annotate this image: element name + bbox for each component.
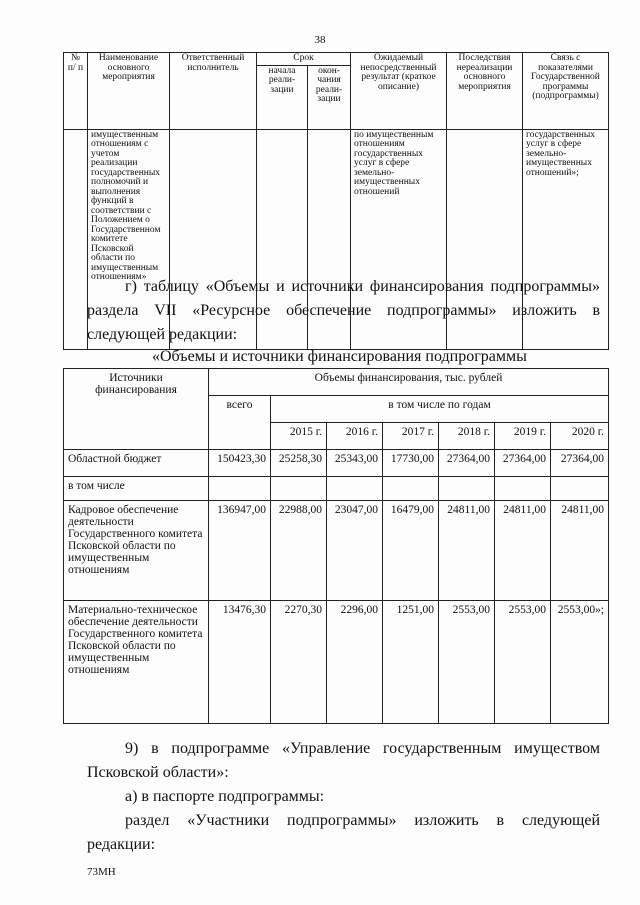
head-sources: Источники финансирования xyxy=(64,369,209,450)
row-2019 xyxy=(495,477,551,501)
paragraph-section-line1: раздел «Участники подпрограммы» изложить в следующей xyxy=(125,812,600,829)
head-by-year: в том числе по годам xyxy=(271,396,609,423)
row-2019: 24811,00 xyxy=(495,501,551,601)
row-label: Кадровое обеспечение деятельности Государственного комитета Псковской области по имущественным отношениям xyxy=(64,501,209,601)
paragraph-g-line3: следующей редакции: xyxy=(87,326,238,343)
paragraph-9-line2: Псковской области»: xyxy=(87,764,229,781)
table-row xyxy=(64,477,609,501)
row-2016: 23047,00 xyxy=(327,501,383,601)
paragraph-a: а) в паспорте подпрограммы: xyxy=(125,788,325,805)
row-2015: 2270,30 xyxy=(271,601,327,724)
row-label: Материально-техническое обеспечение деятельности Государственного комитета Псковской области по имущественным отношениям xyxy=(64,601,209,724)
row-2015 xyxy=(271,477,327,501)
table-title: «Объемы и источники финансирования подпрограммы xyxy=(152,348,527,365)
header-end: окон-чания реали-зации xyxy=(308,65,351,129)
row-2020: 24811,00 xyxy=(551,501,609,601)
header-start: начала реали-зации xyxy=(257,65,308,129)
row-total: 136947,00 xyxy=(209,501,271,601)
paragraph-9-line1: 9) в подпрограмме «Управление государственным имуществом xyxy=(125,740,600,757)
row-2020: 2553,00»; xyxy=(551,601,609,724)
row-label: Областной бюджет xyxy=(64,450,209,477)
head-volumes: Объемы финансирования, тыс. рублей xyxy=(209,369,609,396)
row-2019: 2553,00 xyxy=(495,601,551,724)
row-2020: 27364,00 xyxy=(551,450,609,477)
paragraph-g-line2: раздела VII «Ресурсное обеспечение подпрограммы» изложить в xyxy=(87,302,600,319)
table-row xyxy=(64,601,609,724)
row-2017: 1251,00 xyxy=(383,601,439,724)
financing-table xyxy=(63,368,609,724)
year-2015: 2015 г. xyxy=(271,423,327,450)
row-2018: 27364,00 xyxy=(439,450,495,477)
row-2020 xyxy=(551,477,609,501)
row-2018: 2553,00 xyxy=(439,601,495,724)
year-2016: 2016 г. xyxy=(327,423,383,450)
header-responsible: Ответственный исполнитель xyxy=(170,53,257,130)
row-2018 xyxy=(439,477,495,501)
year-2020: 2020 г. xyxy=(551,423,609,450)
head-total: всего xyxy=(209,396,271,450)
header-consequences: Последствия нереализации основного мероприятия xyxy=(447,53,523,130)
row-total xyxy=(209,477,271,501)
cell-expected: по имущественным отношениям государственных услуг в сфере земельно-имущественных отношений xyxy=(351,129,447,349)
paragraph-section-line2: редакции: xyxy=(87,836,156,853)
row-2017: 17730,00 xyxy=(383,450,439,477)
row-2017 xyxy=(383,477,439,501)
cell-link: государственных услуг в сфере земельно-имущественных отношений»; xyxy=(523,129,609,349)
footer-code: 73МН xyxy=(87,866,116,878)
year-2018: 2018 г. xyxy=(439,423,495,450)
row-total: 150423,30 xyxy=(209,450,271,477)
row-2019: 27364,00 xyxy=(495,450,551,477)
paragraph-g-line1: г) таблицу «Объемы и источники финансирования подпрограммы» xyxy=(125,278,600,295)
row-total: 13476,30 xyxy=(209,601,271,724)
header-expected: Ожидаемый непосредственный результат (краткое описание) xyxy=(351,53,447,130)
row-label: в том числе xyxy=(64,477,209,501)
header-term: Срок xyxy=(257,53,351,66)
row-2016 xyxy=(327,477,383,501)
cell-name: имущественным отношениям с учетом реализации государственных полномочий и выполнения функций в соответствии с Положением о Государственном комитете Псковской области по имущественным отношениям» xyxy=(88,129,170,349)
row-2016: 25343,00 xyxy=(327,450,383,477)
table-row xyxy=(64,501,609,601)
year-2019: 2019 г. xyxy=(495,423,551,450)
row-2015: 22988,00 xyxy=(271,501,327,601)
cell-num xyxy=(64,129,88,349)
row-2017: 16479,00 xyxy=(383,501,439,601)
page-number: 38 xyxy=(314,34,326,46)
year-2017: 2017 г. xyxy=(383,423,439,450)
row-2018: 24811,00 xyxy=(439,501,495,601)
header-name: Наименование основного мероприятия xyxy=(88,53,170,130)
table-row xyxy=(64,450,609,477)
header-num: № п/ п xyxy=(64,53,88,130)
header-link: Связь с показателями Государственной программы (подпрограммы) xyxy=(523,53,609,130)
row-2015: 25258,30 xyxy=(271,450,327,477)
row-2016: 2296,00 xyxy=(327,601,383,724)
